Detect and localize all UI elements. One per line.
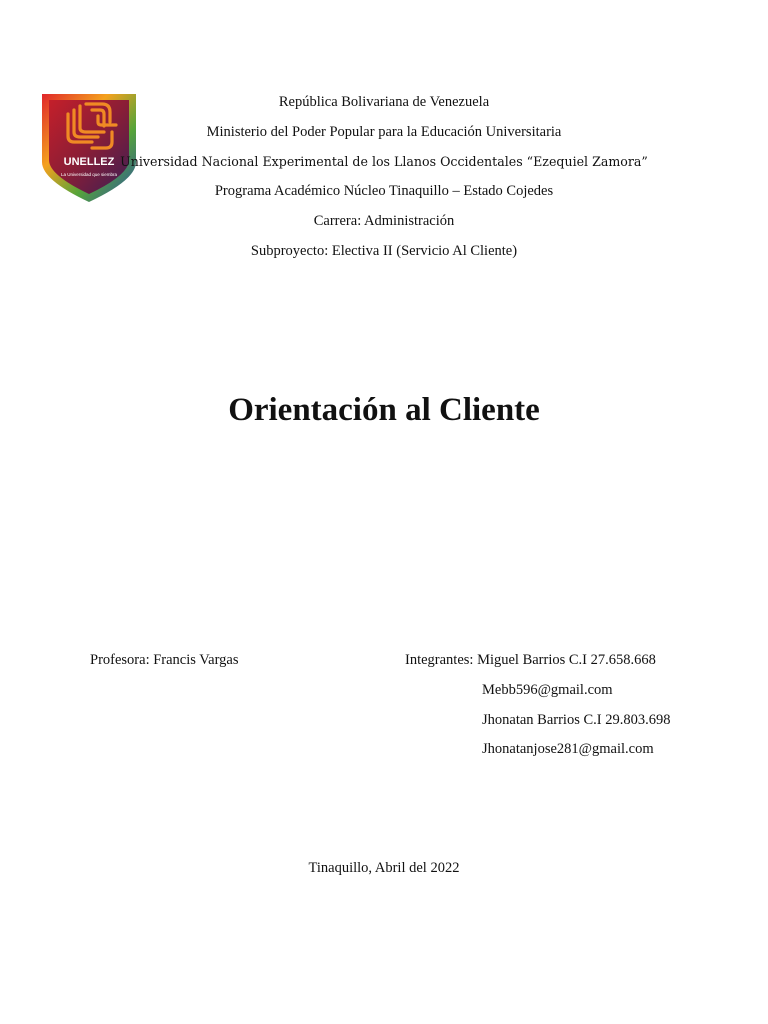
logo-text: UNELLEZ (63, 156, 115, 168)
header-line-career: Carrera: Administración (313, 213, 455, 229)
header-line-subproject: Subproyecto: Electiva II (Servicio Al Cliente) (250, 243, 518, 259)
professor-line: Profesora: Francis Vargas (90, 652, 239, 668)
place-date-line: Tinaquillo, Abril del 2022 (308, 860, 460, 876)
header-line-university: Universidad Nacional Experimental de los Llanos Occidentales “Ezequiel Zamora” (120, 154, 648, 169)
header-line-republic: República Bolivariana de Venezuela (278, 94, 490, 110)
header-line-program: Programa Académico Núcleo Tinaquillo – Estado Cojedes (214, 183, 554, 199)
members-label-line: Integrantes: Miguel Barrios C.I 27.658.668 (405, 652, 656, 668)
document-title: Orientación al Cliente (228, 392, 540, 428)
header-line-ministry: Ministerio del Poder Popular para la Educación Universitaria (206, 124, 562, 140)
logo-tagline: La Universidad que siembra (60, 172, 118, 177)
member-email-2: Jhonatanjose281@gmail.com (482, 741, 654, 757)
member-name-2: Jhonatan Barrios C.I 29.803.698 (482, 712, 671, 728)
member-email-1: Mebb596@gmail.com (482, 682, 613, 698)
